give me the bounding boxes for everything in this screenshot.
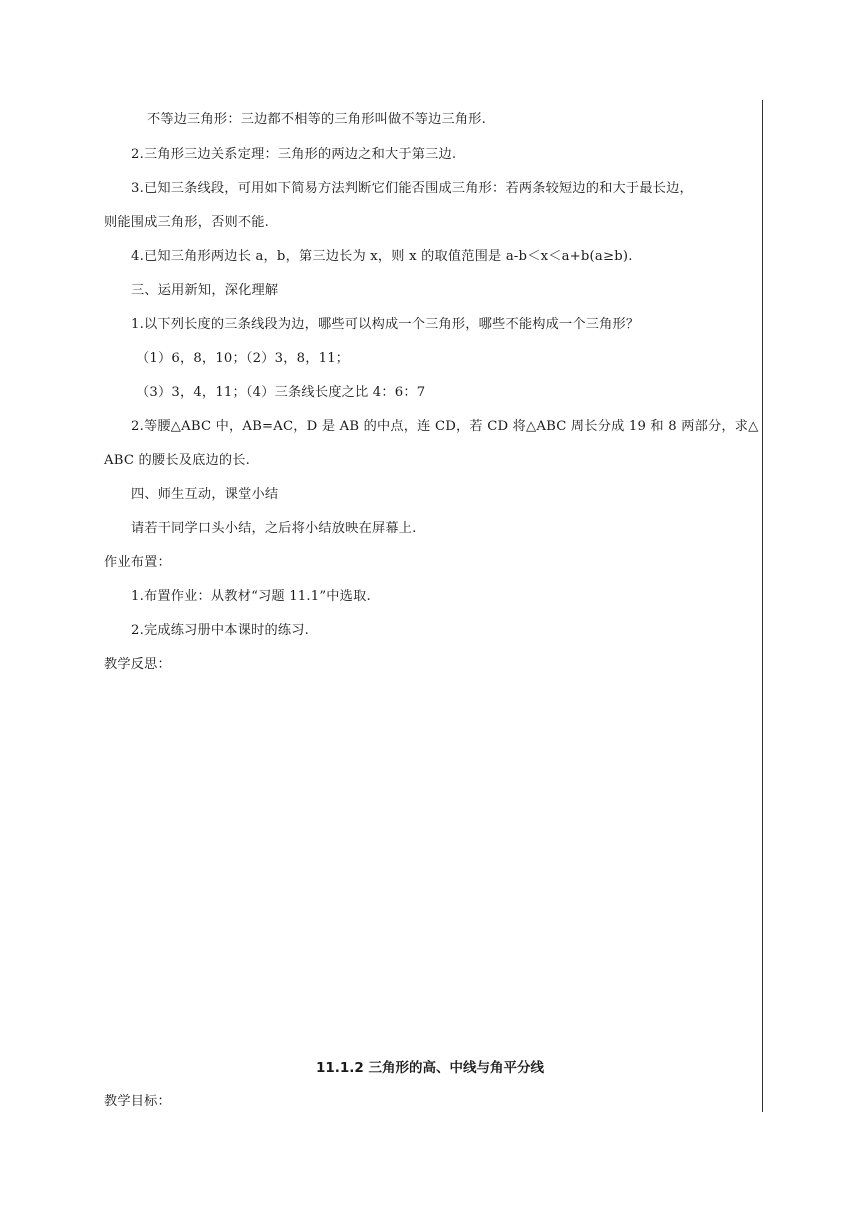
method-judge-triangle: 3.已知三条线段，可用如下简易方法判断它们能否围成三角形：若两条较短边的和大于最长边， <box>131 181 693 196</box>
section-title: 11.1.2 三角形的高、中线与角平分线 <box>315 1060 545 1076</box>
homework-heading: 作业布置： <box>104 555 171 570</box>
theorem-side-relation: 2.三角形三边关系定理：三角形的两边之和大于第三边. <box>131 147 457 162</box>
homework-item-1: 1.布置作业：从教材“习题 11.1”中选取. <box>131 589 371 604</box>
method-judge-triangle-cont: 则能围成三角形，否则不能. <box>104 215 270 230</box>
exercise-2-cont: ABC 的腰长及底边的长. <box>104 453 251 468</box>
homework-item-2: 2.完成练习册中本课时的练习. <box>131 623 310 638</box>
teaching-goals-heading: 教学目标： <box>104 1094 171 1109</box>
definition-scalene-triangle: 不等边三角形：三边都不相等的三角形叫做不等边三角形. <box>147 112 487 127</box>
exercise-2: 2.等腰△ABC 中，AB=AC，D 是 AB 的中点，连 CD，若 CD 将△ABC 周长分成 19 和 8 两部分，求△ <box>131 419 759 434</box>
exercise-1-options-a: （1）6，8，10；（2）3，8，11； <box>136 351 350 366</box>
section-heading-summary: 四、师生互动，课堂小结 <box>131 487 279 502</box>
reflection-heading: 教学反思： <box>104 657 171 672</box>
third-side-range: 4.已知三角形两边长 a，b，第三边长为 x，则 x 的取值范围是 a-b＜x＜a+b(a≥b). <box>131 249 633 264</box>
exercise-1: 1.以下列长度的三条线段为边，哪些可以构成一个三角形，哪些不能构成一个三角形？ <box>131 317 640 332</box>
section-heading-apply: 三、运用新知，深化理解 <box>131 283 279 298</box>
summary-text: 请若干同学口头小结，之后将小结放映在屏幕上. <box>131 521 417 536</box>
exercise-1-options-b: （3）3，4，11；（4）三条线长度之比 4：6：7 <box>136 385 426 400</box>
table-right-border <box>762 100 763 1112</box>
